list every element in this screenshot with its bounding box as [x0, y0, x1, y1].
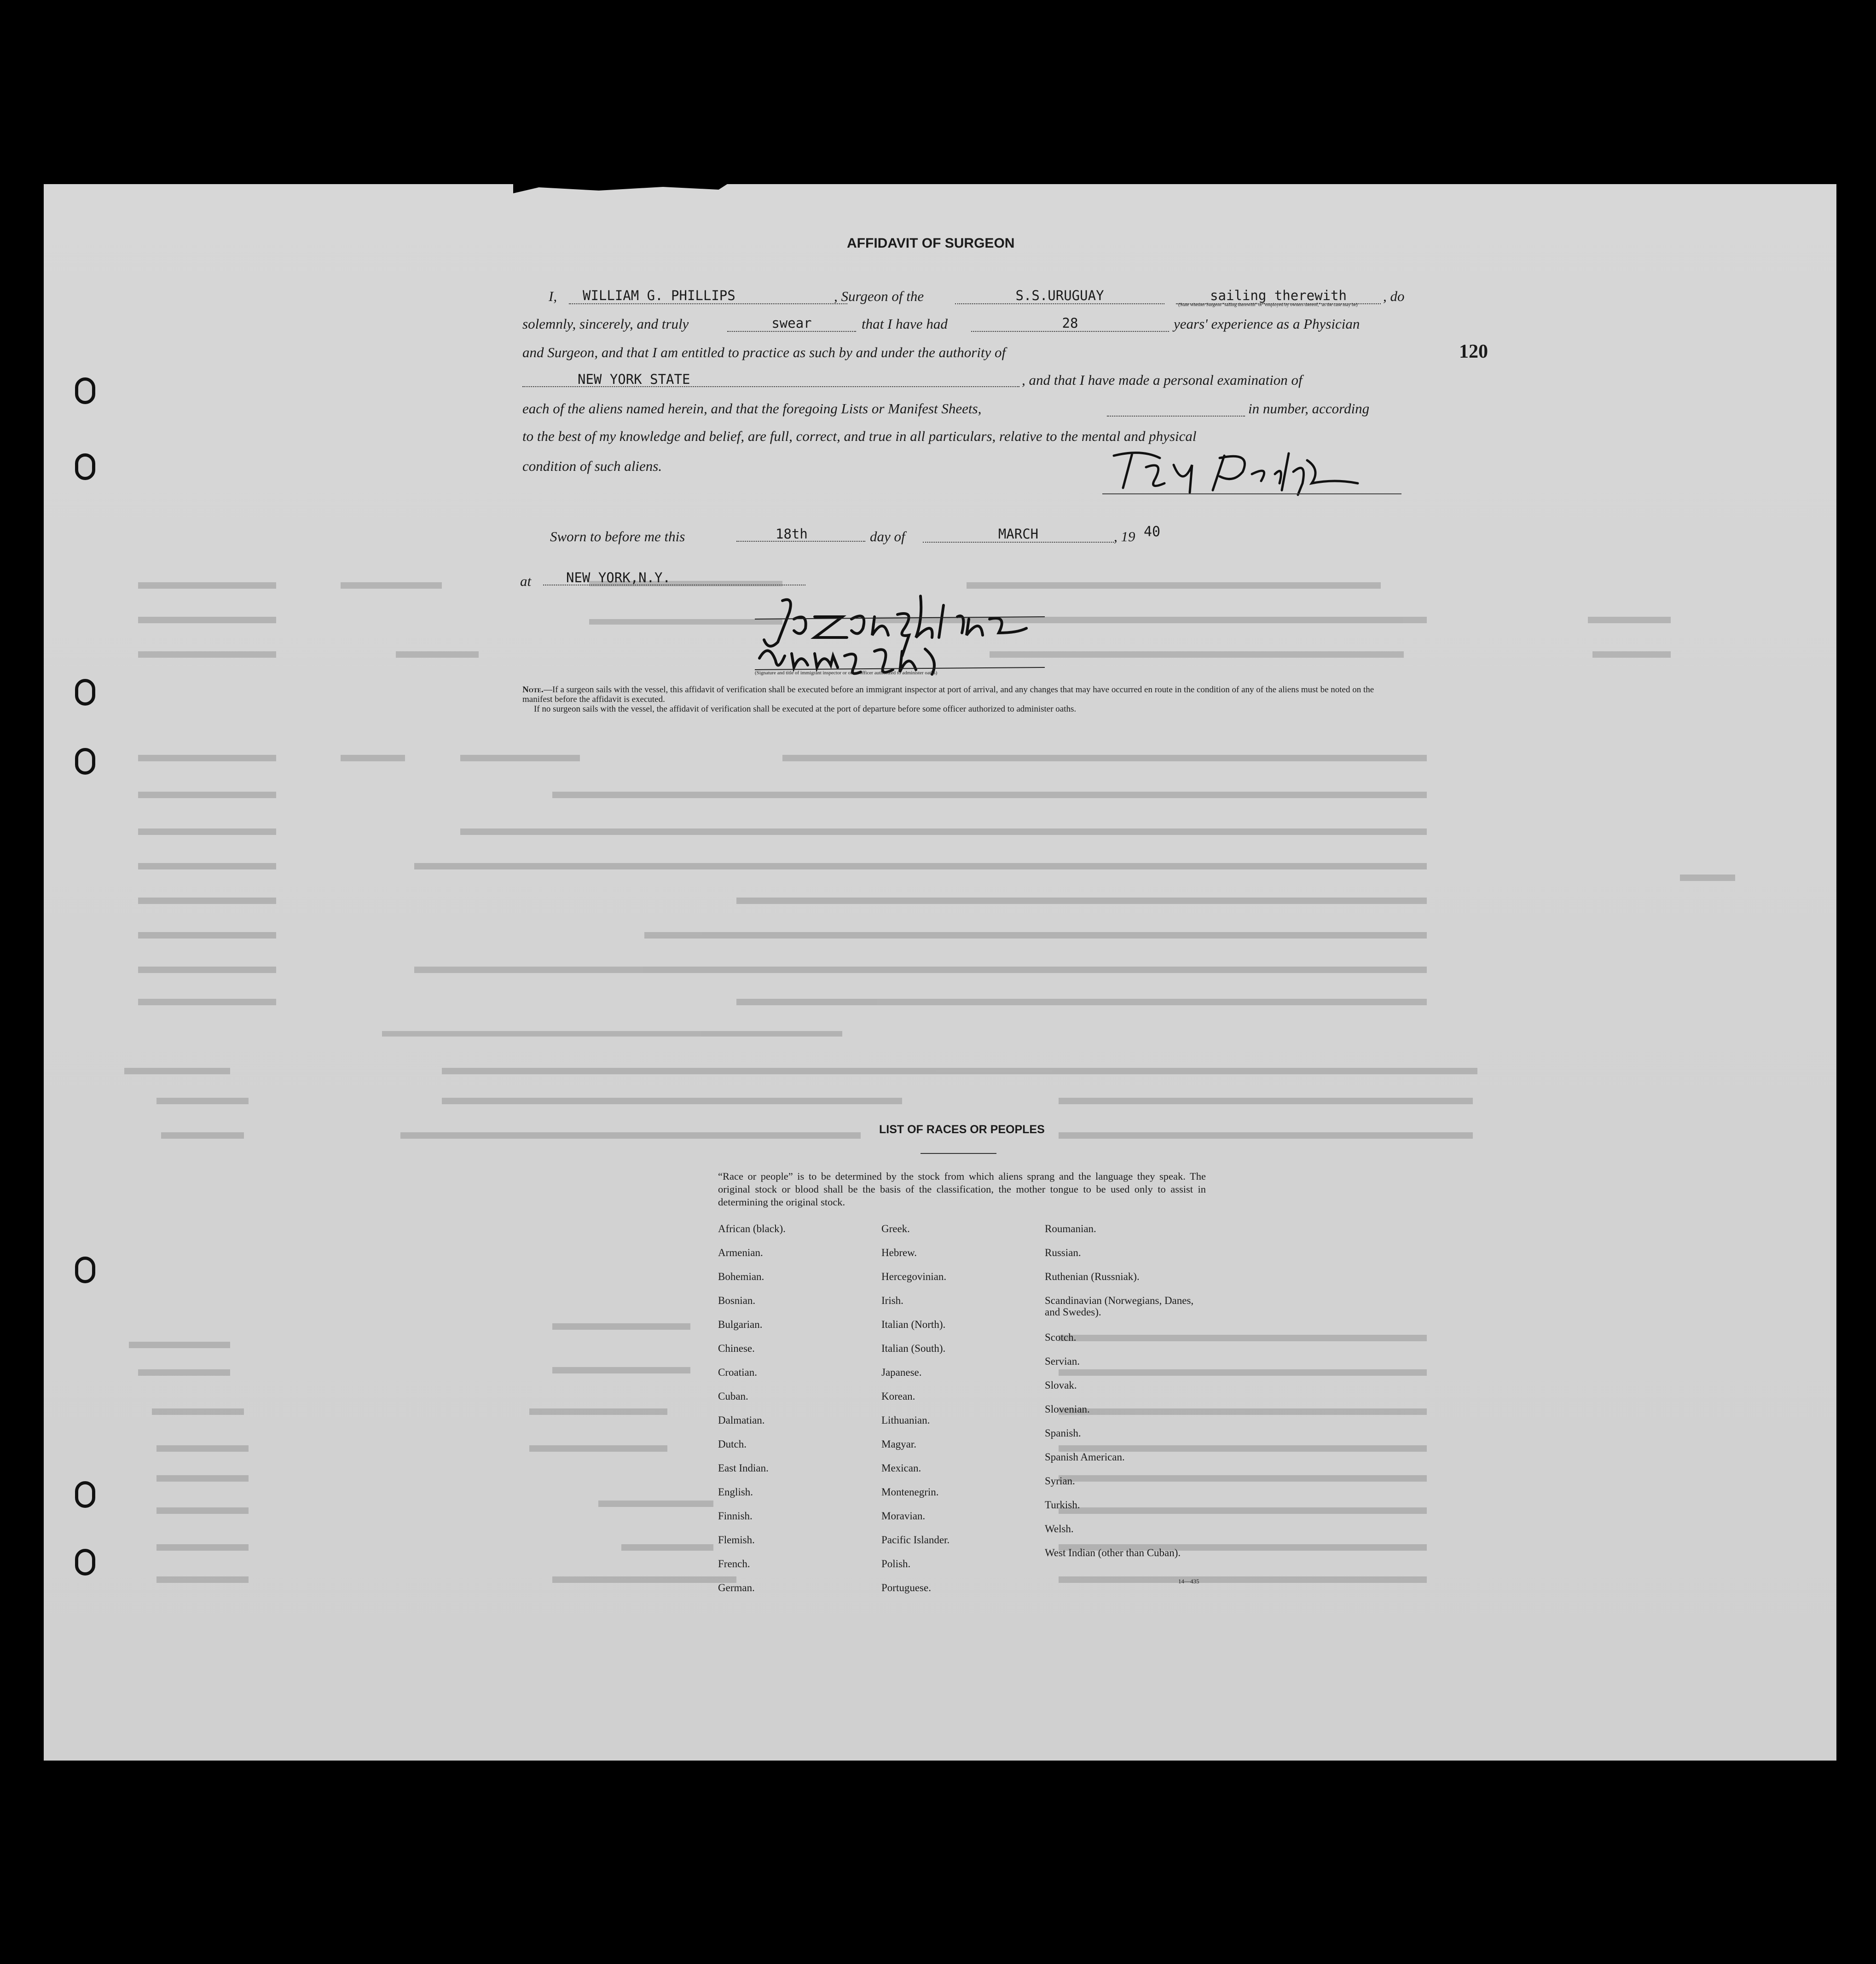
- race-item: Scandinavian (Norwegians, Danes, and Swedes).: [1045, 1295, 1194, 1318]
- sworn-year: 40: [1144, 524, 1161, 540]
- race-item: Slovak.: [1045, 1379, 1077, 1391]
- note-text-2: If no surgeon sails with the vessel, the affidavit of verification shall be executed at the port of departure before some officer authorized to administer oaths.: [534, 704, 1077, 714]
- race-item: Cuban.: [718, 1390, 748, 1402]
- race-item: Dutch.: [718, 1438, 747, 1450]
- races-title: LIST OF RACES OR PEOPLES: [879, 1123, 1045, 1136]
- surgeon-of-the-text: , Surgeon of the: [834, 288, 924, 304]
- race-item: Turkish.: [1045, 1499, 1080, 1511]
- race-item: Hebrew.: [881, 1247, 917, 1258]
- race-item: Spanish.: [1045, 1427, 1081, 1439]
- race-item: Lithuanian.: [881, 1414, 930, 1426]
- race-item: Italian (North).: [881, 1319, 946, 1330]
- race-item: Bohemian.: [718, 1271, 764, 1282]
- page-number: 120: [1459, 341, 1488, 362]
- race-item: Chinese.: [718, 1343, 755, 1354]
- inspector-signature: [750, 591, 1063, 679]
- race-item: Polish.: [881, 1558, 911, 1570]
- ship-name: S.S.URUGUAY: [955, 288, 1164, 304]
- examination-text: , and that I have made a personal examination of: [1022, 372, 1303, 388]
- authority: NEW YORK STATE: [522, 371, 1019, 387]
- sworn-text-a: Sworn to before me this: [550, 528, 685, 545]
- race-item: Slovenian.: [1045, 1403, 1090, 1415]
- race-item: Dalmatian.: [718, 1414, 765, 1426]
- race-item: Hercegovinian.: [881, 1271, 947, 1282]
- race-item: Ruthenian (Russniak).: [1045, 1271, 1140, 1282]
- race-item: Scotch.: [1045, 1332, 1077, 1343]
- sailing-status: sailing therewith: [1176, 288, 1381, 304]
- oath-text-a: solemnly, sincerely, and truly: [522, 316, 689, 332]
- sworn-place: NEW YORK,N.Y.: [543, 570, 805, 585]
- authority-text: and Surgeon, and that I am entitled to practice as such by and under the authority of: [522, 344, 1006, 360]
- note-label: Note.: [522, 685, 544, 695]
- race-item: Magyar.: [881, 1438, 917, 1450]
- race-item: Spanish American.: [1045, 1451, 1125, 1463]
- race-item: English.: [718, 1486, 753, 1498]
- do-text: , do: [1383, 288, 1405, 304]
- oath-type: swear: [727, 315, 856, 332]
- at-text: at: [520, 573, 532, 589]
- in-number-text: in number, according: [1248, 400, 1370, 417]
- affidavit-note: [522, 685, 1406, 714]
- race-item: Welsh.: [1045, 1523, 1074, 1535]
- manifest-sheets-text: each of the aliens named herein, and that the foregoing Lists or Manifest Sheets,: [522, 400, 982, 417]
- race-item: Armenian.: [718, 1247, 763, 1258]
- races-intro: “Race or people” is to be determined by the stock from which aliens sprang and the language they speak. The original stock or blood shall be the basis of the classification, the mother tongue to be used only to assist in determining the original stock.: [718, 1170, 1206, 1208]
- form-number: 14—435: [1178, 1578, 1199, 1585]
- race-item: Portuguese.: [881, 1582, 931, 1593]
- race-item: Croatian.: [718, 1367, 757, 1378]
- sworn-day: 18th: [736, 526, 865, 542]
- inspector-signature-caption: (Signature and title of immigrant inspector or other officer authorized to administer oaths): [755, 670, 938, 676]
- races-title-rule: [921, 1153, 996, 1154]
- sworn-month: MARCH: [923, 526, 1114, 543]
- race-item: African (black).: [718, 1223, 786, 1234]
- race-item: Irish.: [881, 1295, 903, 1306]
- surgeon-signature-line: [1102, 493, 1401, 494]
- race-item: West Indian (other than Cuban).: [1045, 1547, 1181, 1558]
- belief-text: to the best of my knowledge and belief, are full, correct, and true in all particulars, relative to the mental and physical: [522, 428, 1197, 444]
- race-item: Pacific Islander.: [881, 1534, 950, 1546]
- races-column-3: [1045, 1223, 1197, 1571]
- race-item: Moravian.: [881, 1510, 926, 1522]
- race-item: Mexican.: [881, 1462, 921, 1474]
- years-experience: 28: [971, 315, 1169, 332]
- race-item: Bosnian.: [718, 1295, 756, 1306]
- race-item: Syrian.: [1045, 1475, 1075, 1487]
- sworn-text-b: day of: [870, 528, 905, 545]
- race-item: Montenegrin.: [881, 1486, 939, 1498]
- race-item: Servian.: [1045, 1356, 1080, 1367]
- races-column-1: [718, 1223, 786, 1606]
- race-item: Italian (South).: [881, 1343, 946, 1354]
- affidavit-i: I,: [549, 288, 557, 304]
- condition-text: condition of such aliens.: [522, 458, 662, 474]
- note-text: —If a surgeon sails with the vessel, this affidavit of verification shall be executed before an immigrant inspector at port of arrival, and any changes that may have occurred en route in the condition of any of the aliens must be noted on the manifest before the affidavit is executed.: [522, 685, 1374, 704]
- race-item: Flemish.: [718, 1534, 755, 1546]
- surgeon-signature: [1105, 446, 1404, 497]
- race-item: Japanese.: [881, 1367, 922, 1378]
- races-column-2: [881, 1223, 950, 1606]
- race-item: Korean.: [881, 1390, 915, 1402]
- sailing-hint: (State whether Surgeon "sailing therewith" or "employed by owners thereof," as the case may be): [1178, 302, 1358, 307]
- race-item: Roumanian.: [1045, 1223, 1096, 1234]
- sworn-text-c: , 19: [1114, 528, 1135, 545]
- race-item: Russian.: [1045, 1247, 1081, 1258]
- affidavit-title: AFFIDAVIT OF SURGEON: [847, 236, 1015, 251]
- race-item: Bulgarian.: [718, 1319, 763, 1330]
- race-item: East Indian.: [718, 1462, 769, 1474]
- race-item: Greek.: [881, 1223, 910, 1234]
- race-item: German.: [718, 1582, 755, 1593]
- race-item: Finnish.: [718, 1510, 753, 1522]
- surgeon-name: WILLIAM G. PHILLIPS: [569, 288, 847, 304]
- oath-text-b: that I have had: [862, 316, 948, 332]
- race-item: French.: [718, 1558, 750, 1570]
- sheet-count: [1107, 400, 1245, 417]
- oath-text-c: years' experience as a Physician: [1174, 316, 1360, 332]
